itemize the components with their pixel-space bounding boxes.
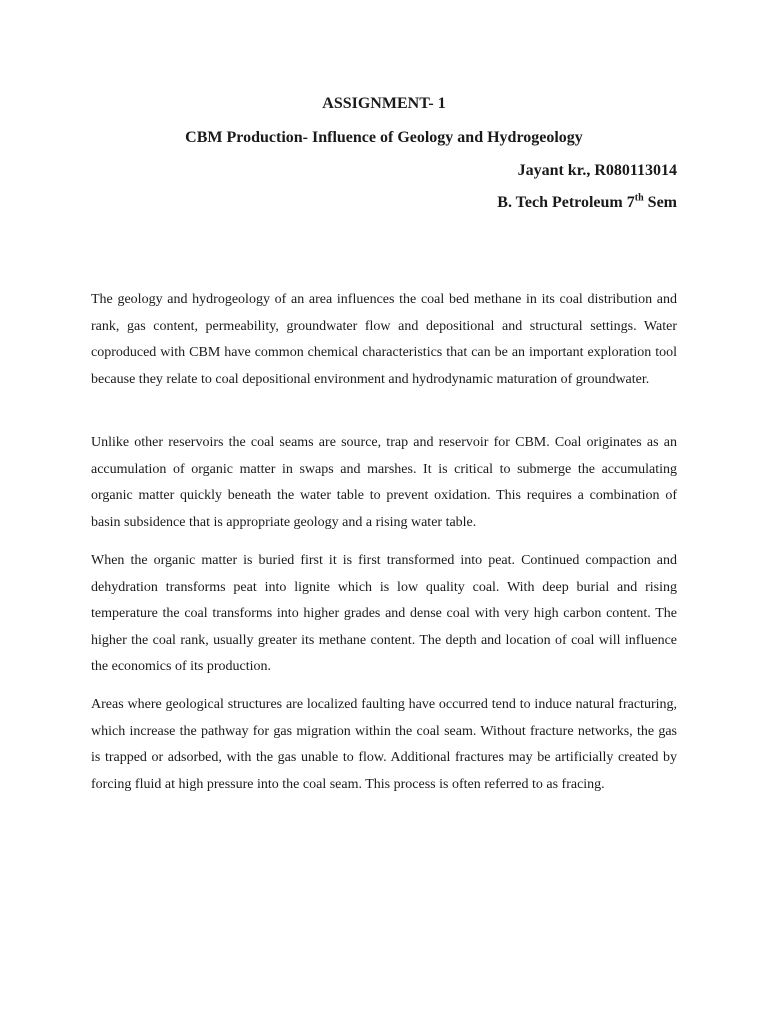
course-prefix: B. Tech Petroleum 7 xyxy=(497,194,635,211)
paragraph: When the organic matter is buried first it is first transformed into peat. Continued compaction and dehydration transforms peat into lignite which is low quality coal. With deep burial and rising temperature the coal transforms into higher grades and dense coal with very high carbon content. The higher the coal rank, usually greater its methane content. The depth and location of coal will influence the economics of its production. xyxy=(91,553,677,674)
course-line xyxy=(497,193,677,213)
course-superscript: th xyxy=(634,192,644,204)
assignment-heading: ASSIGNMENT- 1 xyxy=(322,95,446,112)
course-suffix: Sem xyxy=(643,194,677,211)
author-line: Jayant kr., R080113014 xyxy=(517,162,677,179)
paragraph: Unlike other reservoirs the coal seams are source, trap and reservoir for CBM. Coal originates as an accumulation of organic matter in swaps and marshes. It is critical to submerge the accumulating organic matter quickly beneath the water table to prevent oxidation. This requires a combination of basin subsidence that is appropriate geology and a rising water table. xyxy=(91,435,677,530)
document-title: CBM Production- Influence of Geology and Hydrogeology xyxy=(185,129,583,146)
paragraph: Areas where geological structures are localized faulting have occurred tend to induce natural fracturing, which increase the pathway for gas migration within the coal seam. Without fracture networks, the gas is trapped or adsorbed, with the gas unable to flow. Additional fractures may be artificially created by forcing fluid at high pressure into the coal seam. This process is often referred to as fracing. xyxy=(91,697,677,792)
paragraph: The geology and hydrogeology of an area influences the coal bed methane in its coal distribution and rank, gas content, permeability, groundwater flow and depositional and structural settings. Water coproduced with CBM have common chemical characteristics that can be an important exploration tool because they relate to coal depositional environment and hydrodynamic maturation of groundwater. xyxy=(91,292,677,387)
